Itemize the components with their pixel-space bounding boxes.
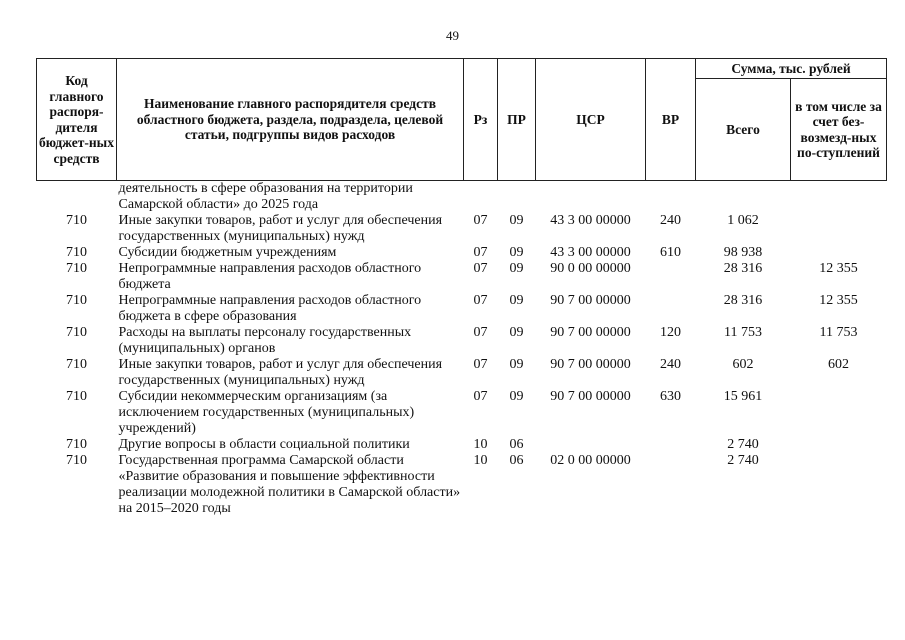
cell-name: Иные закупки товаров, работ и услуг для обеспечения государственных (муниципальных) нужд xyxy=(118,213,443,244)
cell-rz: 07 xyxy=(473,325,488,340)
cell-vr: 240 xyxy=(660,357,681,372)
cell-pr: 09 xyxy=(509,325,524,340)
cell-incl xyxy=(791,437,887,453)
header-code: Код главного распоря-дителя бюджет-ных средств xyxy=(37,59,117,181)
cell-code: 710 xyxy=(66,293,87,308)
cell-name: Государственная программа Самарской области «Развитие образования и повышение эффективности реализации молодежной политики в Самарской области» на 2015–2020 годы xyxy=(118,453,461,516)
cell-pr: 09 xyxy=(509,245,524,260)
table-row xyxy=(37,245,887,261)
cell-code: 710 xyxy=(66,453,87,468)
cell-pr: 09 xyxy=(509,389,524,404)
cell-name: Непрограммные направления расходов областного бюджета xyxy=(118,261,422,292)
cell-name: Иные закупки товаров, работ и услуг для обеспечения государственных (муниципальных) нужд xyxy=(118,357,443,388)
cell-code xyxy=(37,181,117,214)
cell-total: 28 316 xyxy=(723,293,763,308)
cell-code: 710 xyxy=(66,245,87,260)
header-pr: ПР xyxy=(498,59,536,181)
cell-total: 1 062 xyxy=(727,213,759,228)
cell-incl xyxy=(791,453,887,517)
table-header xyxy=(37,59,887,181)
table-row xyxy=(37,293,887,325)
cell-incl: 12 355 xyxy=(819,293,858,308)
cell-code: 710 xyxy=(66,325,87,340)
cell-vr xyxy=(646,453,696,517)
cell-vr: 610 xyxy=(660,245,681,260)
cell-total xyxy=(696,181,791,214)
cell-incl: 602 xyxy=(828,357,849,372)
table-body xyxy=(37,181,887,518)
table-row xyxy=(37,357,887,389)
header-rz: Рз xyxy=(464,59,498,181)
cell-name: Другие вопросы в области социальной политики xyxy=(118,437,410,452)
cell-total: 2 740 xyxy=(727,437,759,452)
cell-name: Субсидии бюджетным учреждениям xyxy=(118,245,337,260)
cell-vr: 120 xyxy=(660,325,681,340)
cell-total: 2 740 xyxy=(727,453,759,468)
cell-name: Субсидии некоммерческим организациям (за исключением государственных (муниципальных) учреждений) xyxy=(118,389,415,436)
cell-csr: 02 0 00 00000 xyxy=(550,453,631,468)
cell-vr: 630 xyxy=(660,389,681,404)
table-row xyxy=(37,389,887,437)
cell-rz: 07 xyxy=(473,261,488,276)
header-incl: в том числе за счет без-возмезд-ных по-ступлений xyxy=(791,79,887,181)
cell-incl: 12 355 xyxy=(819,261,858,276)
cell-incl xyxy=(791,389,887,437)
cell-total: 98 938 xyxy=(723,245,763,260)
cell-total: 11 753 xyxy=(724,325,762,340)
cell-code: 710 xyxy=(66,261,87,276)
cell-pr: 09 xyxy=(509,213,524,228)
header-sum-group: Сумма, тыс. рублей xyxy=(696,59,887,79)
table-row xyxy=(37,181,887,214)
table-row xyxy=(37,213,887,245)
cell-name: Расходы на выплаты персоналу государственных (муниципальных) органов xyxy=(118,325,412,356)
cell-rz: 10 xyxy=(473,437,488,452)
cell-csr: 90 7 00 00000 xyxy=(550,293,631,308)
cell-rz: 07 xyxy=(473,213,488,228)
cell-name: Непрограммные направления расходов областного бюджета в сфере образования xyxy=(118,293,422,324)
cell-rz: 10 xyxy=(473,453,488,468)
cell-total: 15 961 xyxy=(723,389,763,404)
cell-code: 710 xyxy=(66,389,87,404)
cell-vr xyxy=(646,181,696,214)
header-total: Всего xyxy=(696,79,791,181)
cell-csr xyxy=(536,181,646,214)
cell-code: 710 xyxy=(66,213,87,228)
table-row xyxy=(37,325,887,357)
table-row xyxy=(37,437,887,453)
cell-name: деятельность в сфере образования на территории Самарской области» до 2025 года xyxy=(118,181,413,212)
table-row xyxy=(37,261,887,293)
cell-code: 710 xyxy=(66,357,87,372)
cell-csr: 90 7 00 00000 xyxy=(550,389,631,404)
cell-csr: 43 3 00 00000 xyxy=(550,245,631,260)
cell-csr xyxy=(536,437,646,453)
budget-table xyxy=(36,58,887,517)
cell-incl xyxy=(791,213,887,245)
cell-vr: 240 xyxy=(660,213,681,228)
cell-csr: 90 7 00 00000 xyxy=(550,357,631,372)
cell-pr: 09 xyxy=(509,261,524,276)
cell-incl xyxy=(791,245,887,261)
table-row xyxy=(37,453,887,517)
cell-vr xyxy=(646,293,696,325)
cell-pr: 06 xyxy=(509,437,524,452)
header-csr: ЦСР xyxy=(536,59,646,181)
cell-total: 602 xyxy=(732,357,754,372)
cell-pr: 06 xyxy=(509,453,524,468)
cell-incl xyxy=(791,181,887,214)
cell-rz: 07 xyxy=(473,389,488,404)
cell-incl: 11 753 xyxy=(819,325,858,340)
header-name: Наименование главного распорядителя средств областного бюджета, раздела, подраздела, целевой статьи, подгруппы видов расходов xyxy=(117,59,464,181)
cell-pr: 09 xyxy=(509,357,524,372)
cell-rz: 07 xyxy=(473,357,488,372)
cell-pr: 09 xyxy=(509,293,524,308)
cell-rz: 07 xyxy=(473,293,488,308)
page-number: 49 xyxy=(446,28,459,43)
cell-rz xyxy=(464,181,498,214)
cell-csr: 90 0 00 00000 xyxy=(550,261,631,276)
cell-csr: 90 7 00 00000 xyxy=(550,325,631,340)
cell-vr xyxy=(646,437,696,453)
cell-total: 28 316 xyxy=(723,261,763,276)
cell-code: 710 xyxy=(66,437,87,452)
cell-rz: 07 xyxy=(473,245,488,260)
header-vr: ВР xyxy=(646,59,696,181)
cell-pr xyxy=(498,181,536,214)
cell-vr xyxy=(646,261,696,293)
cell-csr: 43 3 00 00000 xyxy=(550,213,631,228)
